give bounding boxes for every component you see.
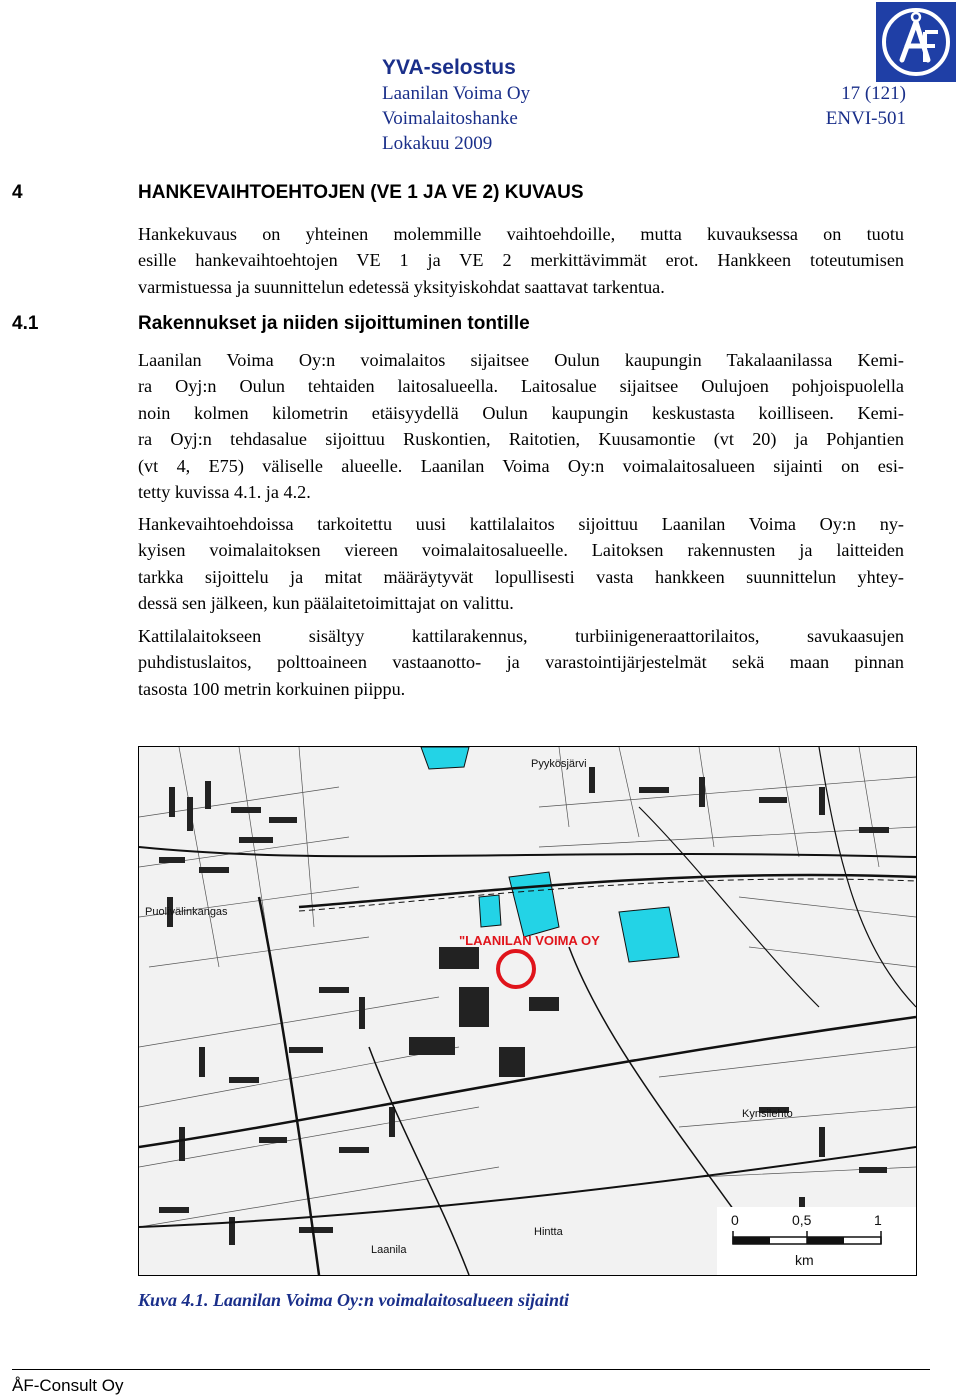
place-name-pyykosjarvi: Pyykösjärvi — [531, 758, 587, 770]
figure-caption: Kuva 4.1. Laanilan Voima Oy:n voimalaitosalueen sijainti — [138, 1290, 570, 1310]
text-line: puhdistuslaitos, polttoaineen vastaanotto- ja varastointijärjestelmät sekä maan pinnan — [138, 652, 904, 673]
text-line: dessä sen jälkeen, kun päälaitetoimittajat on valittu. — [138, 593, 514, 614]
scale-bar — [717, 1207, 916, 1275]
text-line: Kattilalaitokseen sisältyy kattilarakennus, turbiinigeneraattorilaitos, savukaasujen — [138, 626, 904, 646]
section-4-paragraph — [138, 221, 904, 300]
text-line: tarkka sijoittelu ja mitat määräytyvät lopullisesti vasta hankkeen suunnittelun yhtey- — [138, 566, 904, 587]
place-name-puolivalinkangas: Puolivälinkangas — [145, 906, 228, 918]
text-line: Hankevaihtoehdoissa tarkoitettu uusi kattilalaitos sijoittuu Laanilan Voima Oy:n ny- — [138, 514, 904, 534]
text-line: noin kolmen kilometrin etäisyydellä Oulun kaupungin keskustasta koilliseen. Kemi- — [138, 402, 904, 423]
header-company: Laanilan Voima Oy — [382, 83, 531, 104]
scale-tick-0: 0 — [731, 1212, 739, 1228]
section-4-1-heading — [12, 313, 530, 335]
header-document-id: ENVI-501 — [825, 108, 906, 129]
section-4-1-paragraph-2 — [138, 511, 904, 617]
text-line: kyisen voimalaitoksen viereen voimalaitosalueelle. Laitoksen rakennusten ja laitteiden — [138, 540, 904, 561]
text-line: varmistuessa ja suunnittelun edetessä yksityiskohdat saattavat tarkentua. — [138, 276, 665, 297]
section-4-heading — [12, 182, 584, 204]
header-page-number: 17 (121) — [841, 83, 906, 104]
section-4-1-paragraph-1 — [138, 347, 904, 505]
text-line: Hankekuvaus on yhteinen molemmille vaihtoehdoille, mutta kuvauksessa on tuotu — [138, 224, 904, 244]
text-line: Laanilan Voima Oy:n voimalaitos sijaitsee Oulun kaupungin Takalaanilassa Kemi- — [138, 350, 904, 370]
af-logo — [876, 2, 956, 82]
site-label: "LAANILAN VOIMA OY — [459, 933, 600, 948]
section-4-1-paragraph-3 — [138, 623, 904, 702]
text-line: ra Oyj:n tehdasalue sijoittuu Ruskontien, Raitotien, Kuusamontie (vt 20) ja Pohjantien — [138, 429, 904, 450]
header-date: Lokakuu 2009 — [382, 133, 493, 154]
text-line: tasosta 100 metrin korkuinen piippu. — [138, 678, 406, 699]
document-type: YVA-selostus — [382, 56, 516, 79]
text-line: ra Oyj:n Oulun tehtaiden laitosalueella. Laitosalue sijaitsee Oulujoen pohjoispuolella — [138, 376, 904, 397]
footer-company: ÅF-Consult Oy — [12, 1376, 124, 1395]
footer-divider — [12, 1369, 930, 1370]
section-4-1-title: Rakennukset ja niiden sijoittuminen tontille — [138, 313, 530, 334]
place-name-kynsilehto: Kynsilehto — [742, 1108, 793, 1120]
place-name-hintta: Hintta — [534, 1226, 563, 1238]
text-line: esille hankevaihtoehtojen VE 1 ja VE 2 merkittävimmät erot. Hankkeen toteutumisen — [138, 250, 904, 271]
text-line: (vt 4, E75) väliselle alueelle. Laanilan Voima Oy:n voimalaitosalueen sijainti on esi- — [138, 455, 904, 476]
header-project: Voimalaitoshanke — [382, 108, 518, 129]
place-name-laanila: Laanila — [371, 1244, 407, 1256]
text-line: tetty kuvissa 4.1. ja 4.2. — [138, 481, 311, 502]
scale-tick-1: 1 — [874, 1212, 882, 1228]
section-4-number: 4 — [12, 182, 23, 203]
scale-unit: km — [795, 1252, 814, 1268]
section-4-title: HANKEVAIHTOEHTOJEN (VE 1 JA VE 2) KUVAUS — [138, 182, 584, 203]
section-4-1-number: 4.1 — [12, 313, 39, 334]
location-map — [138, 746, 917, 1276]
scale-tick-half: 0,5 — [792, 1212, 812, 1228]
